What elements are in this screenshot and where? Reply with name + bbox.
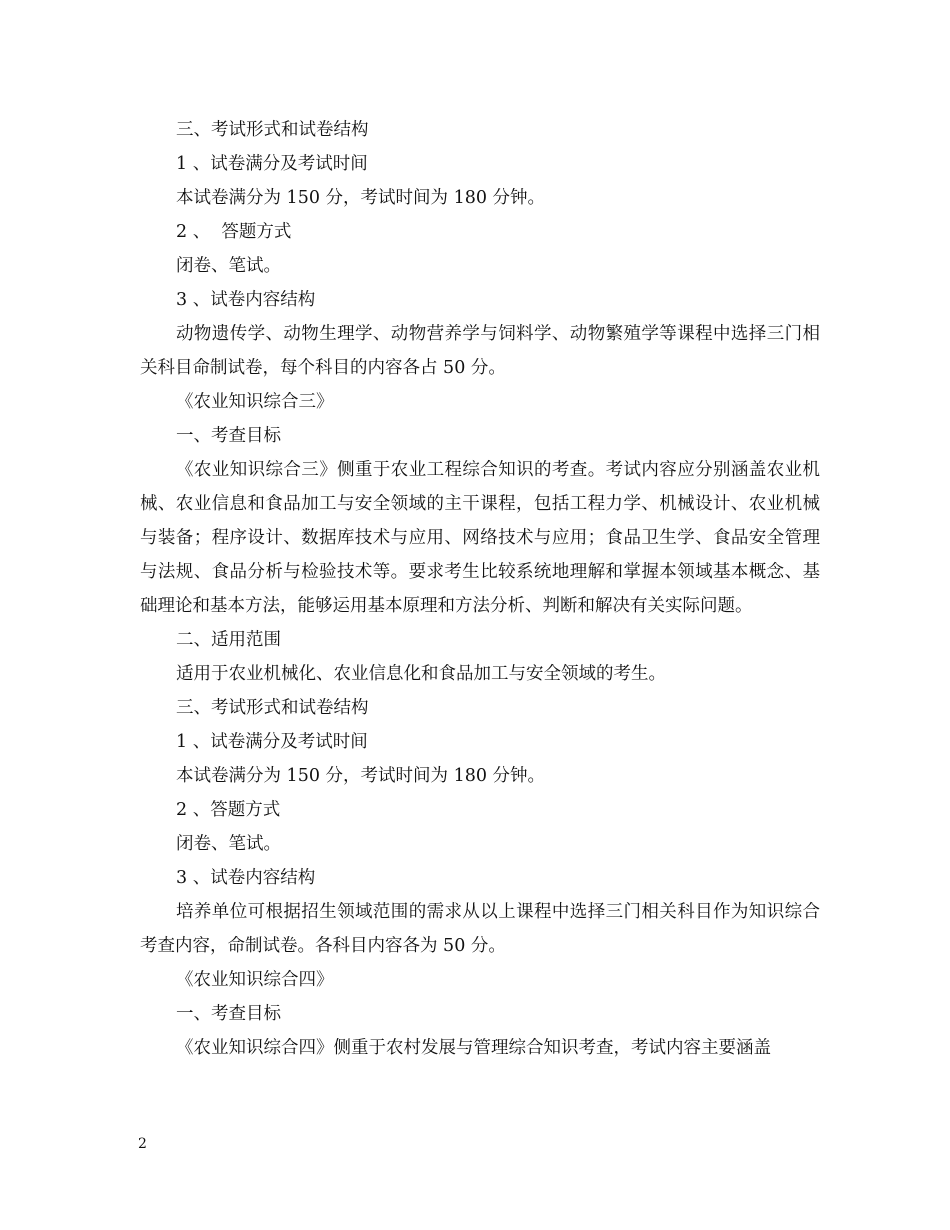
paragraph-answer-method-2: 闭卷、笔试。: [176, 834, 281, 854]
section-heading-exam-format: 三、考试形式和试卷结构: [176, 120, 369, 140]
document-body: [140, 113, 820, 1065]
subheading-content-structure: 3 、试卷内容结构: [176, 290, 316, 310]
section-heading-objectives: 一、考查目标: [176, 426, 281, 446]
paragraph-content-structure: 动物遗传学、动物生理学、动物营养学与饲料学、动物繁殖学等课程中选择三门相关科目命制试卷，每个科目的内容各占 50 分。: [140, 324, 820, 378]
paragraph-score-and-time-2: 本试卷满分为 150 分，考试时间为 180 分钟。: [176, 766, 546, 786]
paragraph-scope: 适用于农业机械化、农业信息化和食品加工与安全领域的考生。: [176, 664, 666, 684]
section-heading-exam-format-2: 三、考试形式和试卷结构: [176, 698, 369, 718]
subheading-answer-method: 2 、 答题方式: [176, 222, 292, 242]
section-title-agri-knowledge-4: 《农业知识综合四》: [176, 970, 334, 990]
subheading-score-and-time-2: 1 、试卷满分及考试时间: [176, 732, 368, 752]
paragraph-objectives: 《农业知识综合三》侧重于农业工程综合知识的考查。考试内容应分别涵盖农业机械、农业信息和食品加工与安全领域的主干课程，包括工程力学、机械设计、农业机械与装备；程序设计、数据库技术与应用、网络技术与应用；食品卫生学、食品安全管理与法规、食品分析与检验技术等。要求考生比较系统地理解和掌握本领域基本概念、基础理论和基本方法，能够运用基本原理和方法分析、判断和解决有关实际问题。: [140, 460, 820, 616]
paragraph-objectives-2: 《农业知识综合四》侧重于农村发展与管理综合知识考查，考试内容主要涵盖: [176, 1038, 771, 1058]
section-heading-objectives-2: 一、考查目标: [176, 1004, 281, 1024]
section-heading-scope: 二、适用范围: [176, 630, 281, 650]
paragraph-answer-method: 闭卷、笔试。: [176, 256, 281, 276]
subheading-content-structure-2: 3 、试卷内容结构: [176, 868, 316, 888]
section-title-agri-knowledge-3: 《农业知识综合三》: [176, 392, 334, 412]
page-number: 2: [138, 1136, 147, 1152]
paragraph-content-structure-2: 培养单位可根据招生领域范围的需求从以上课程中选择三门相关科目作为知识综合考查内容，命制试卷。各科目内容各为 50 分。: [140, 902, 820, 956]
subheading-answer-method-2: 2 、答题方式: [176, 800, 281, 820]
subheading-score-and-time: 1 、试卷满分及考试时间: [176, 154, 368, 174]
paragraph-score-and-time: 本试卷满分为 150 分，考试时间为 180 分钟。: [176, 188, 546, 208]
